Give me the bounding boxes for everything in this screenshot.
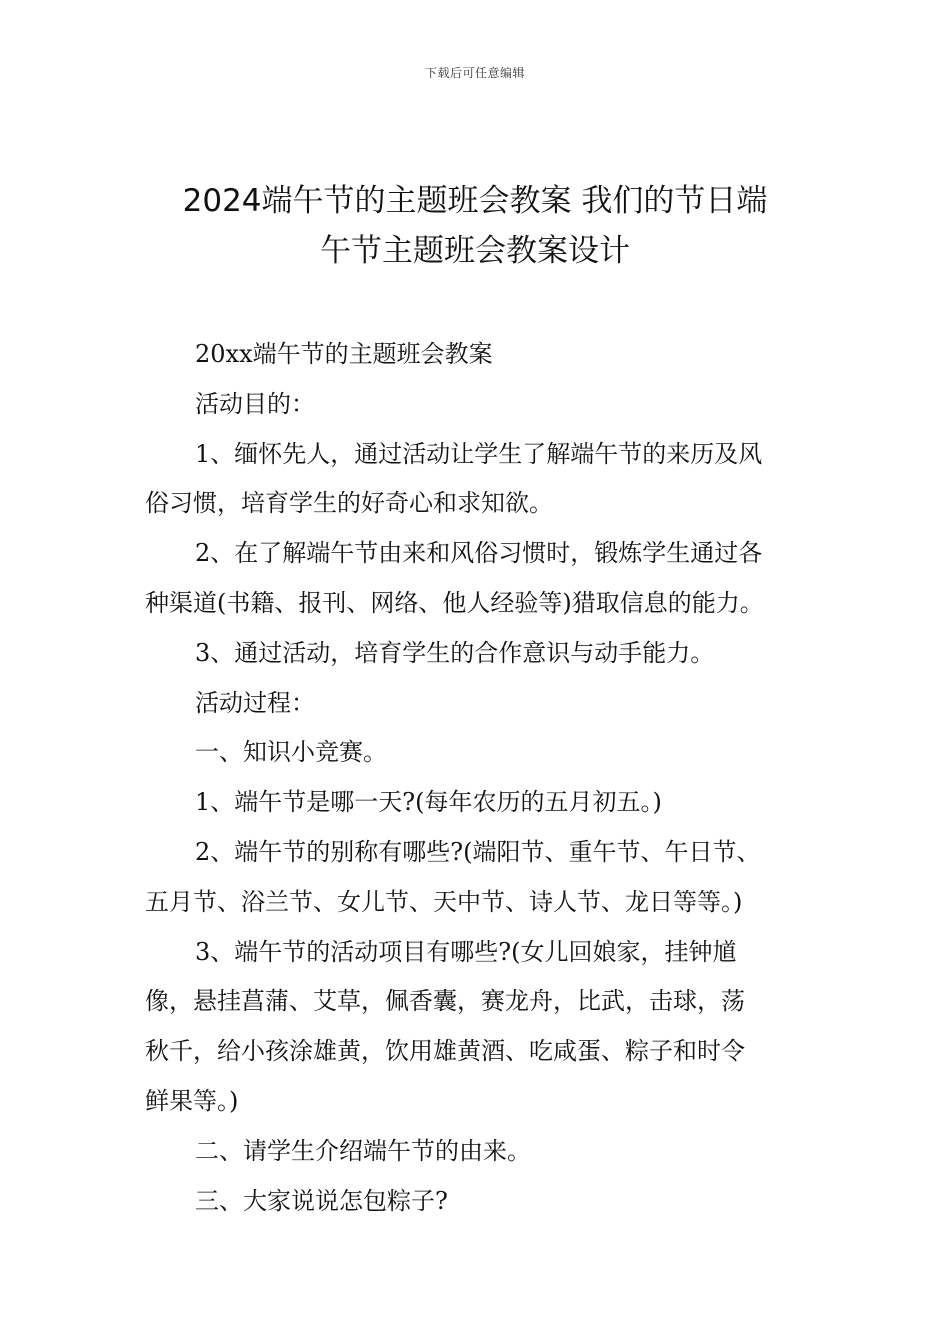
- section-heading-goals: 活动目的：: [195, 389, 315, 418]
- goal-1-line-2: 俗习惯，培育学生的好奇心和求知欲。: [145, 489, 553, 518]
- goal-2-line-1: 2、在了解端午节由来和风俗习惯时，锻炼学生通过各: [195, 539, 763, 568]
- quiz-question-1: 1、端午节是哪一天?(每年农历的五月初五。): [195, 788, 662, 817]
- lesson-plan-heading: 20xx端午节的主题班会教案: [195, 340, 493, 368]
- step-2-heading: 二、请学生介绍端午节的由来。: [195, 1136, 531, 1165]
- goal-1-line-1: 1、缅怀先人，通过活动让学生了解端午节的来历及风: [195, 439, 763, 468]
- goal-3: 3、通过活动，培育学生的合作意识与动手能力。: [195, 638, 715, 667]
- step-3-heading: 三、大家说说怎包粽子?: [195, 1186, 448, 1215]
- quiz-question-2-line-1: 2、端午节的别称有哪些?(端阳节、重午节、午日节、: [195, 837, 761, 866]
- quiz-question-3-line-2: 像，悬挂菖蒲、艾草，佩香囊，赛龙舟，比武，击球，荡: [145, 987, 745, 1016]
- document-body: [145, 330, 810, 1226]
- title-line-1: 2024端午节的主题班会教案 我们的节日端: [182, 183, 768, 219]
- step-1-heading: 一、知识小竞赛。: [195, 738, 387, 767]
- quiz-question-3-line-3: 秋千，给小孩涂雄黄，饮用雄黄酒、吃咸蛋、粽子和时令: [145, 1037, 745, 1066]
- goal-2-line-2: 种渠道(书籍、报刊、网络、他人经验等)猎取信息的能力。: [145, 588, 764, 617]
- document-title: [120, 176, 830, 276]
- title-line-2: 午节主题班会教案设计: [320, 233, 630, 269]
- quiz-question-3-line-1: 3、端午节的活动项目有哪些?(女儿回娘家，挂钟馗: [195, 937, 737, 966]
- quiz-question-3-line-4: 鲜果等。): [145, 1086, 239, 1115]
- section-heading-process: 活动过程：: [195, 688, 315, 717]
- page-header-note: 下载后可任意编辑: [424, 66, 525, 80]
- quiz-question-2-line-2: 五月节、浴兰节、女儿节、天中节、诗人节、龙日等等。): [145, 887, 743, 916]
